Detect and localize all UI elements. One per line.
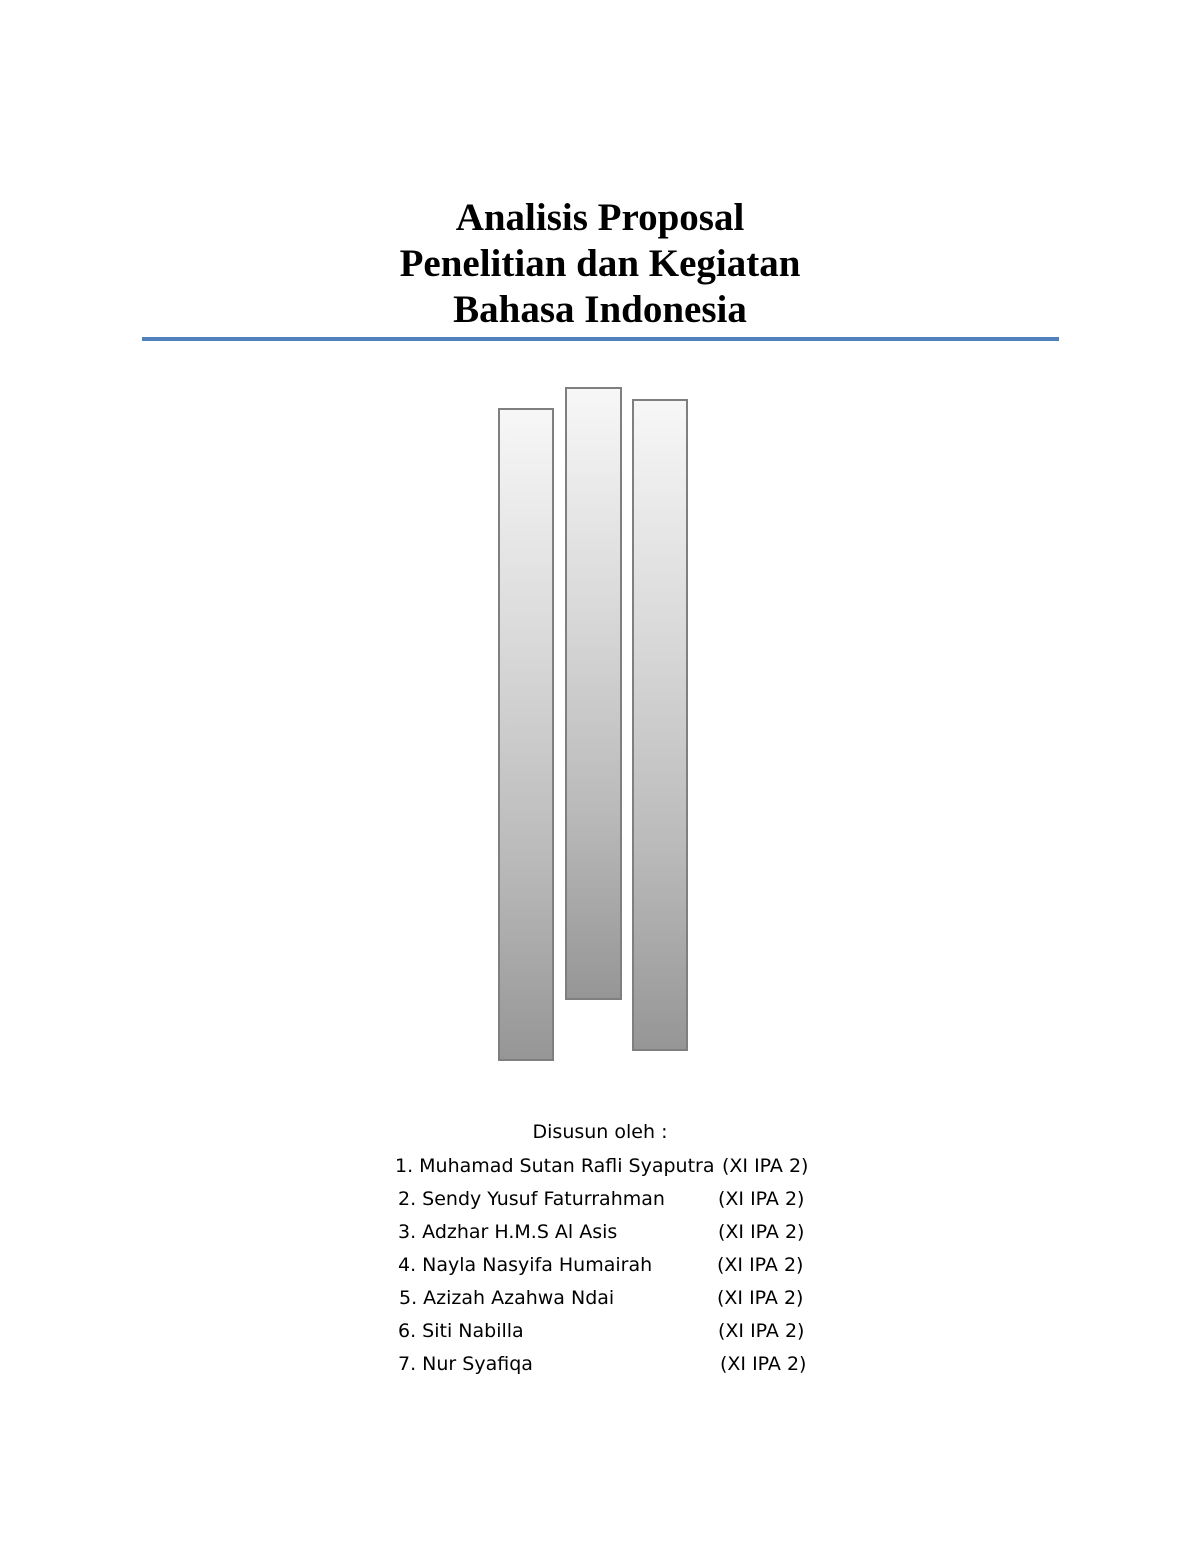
author-class: (XI IPA 2) xyxy=(722,1155,809,1177)
author-name: 7. Nur Syafiqa xyxy=(398,1353,533,1375)
decorative-bar-middle xyxy=(565,387,622,1000)
author-class: (XI IPA 2) xyxy=(717,1287,804,1309)
title-line-1: Analisis Proposal xyxy=(455,196,745,239)
author-name: 2. Sendy Yusuf Faturrahman xyxy=(398,1188,665,1210)
title-line-3: Bahasa Indonesia xyxy=(453,288,747,331)
author-class: (XI IPA 2) xyxy=(720,1353,807,1375)
author-class: (XI IPA 2) xyxy=(717,1254,804,1276)
author-name: 1. Muhamad Sutan Rafli Syaputra xyxy=(395,1155,715,1177)
author-class: (XI IPA 2) xyxy=(718,1320,805,1342)
author-name: 5. Azizah Azahwa Ndai xyxy=(399,1287,615,1309)
author-class: (XI IPA 2) xyxy=(718,1221,805,1243)
decorative-bar-right xyxy=(632,399,688,1051)
decorative-bar-left xyxy=(498,408,554,1061)
author-name: 3. Adzhar H.M.S Al Asis xyxy=(398,1221,618,1243)
authors-heading: Disusun oleh : xyxy=(532,1121,668,1143)
author-name: 6. Siti Nabilla xyxy=(398,1320,524,1342)
author-class: (XI IPA 2) xyxy=(718,1188,805,1210)
title-line-2: Penelitian dan Kegiatan xyxy=(399,242,801,285)
author-name: 4. Nayla Nasyifa Humairah xyxy=(398,1254,653,1276)
